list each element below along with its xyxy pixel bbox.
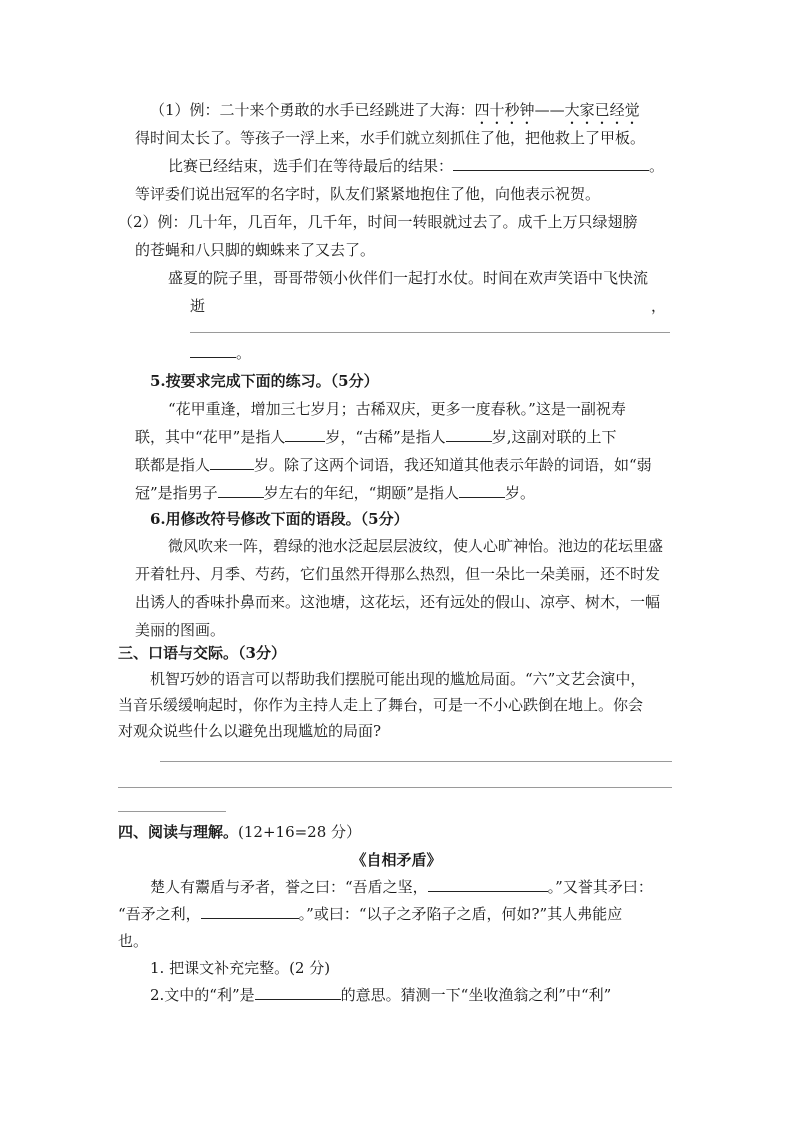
passage-mao-blank[interactable] [201,904,299,919]
passage-line1-text-b: 。”又誉其矛曰： [547,878,653,896]
q6-line3: 出诱人的香味扑鼻而来。这池塘，这花坛，还有远处的假山、凉亭、树木，一幅 [135,593,661,611]
section4-question2-text-a: 2.文中的“利”是 [150,986,255,1004]
q5-line3-text-a: 联都是指人 [135,456,211,474]
q4-example1-dotted-phrase-2: 大家已经觉 [564,101,640,119]
section4-score: (12+16=28 分） [238,823,362,841]
q4-example1-line1 [150,99,640,128]
q4-example2-answer-end [190,342,251,364]
section3-line1: 机智巧妙的语言可以帮助我们摆脱可能出现的尴尬局面。“六”文艺会演中， [150,670,646,688]
q4-example2-end-mark: 。 [236,344,252,362]
q4-example1-task-end: 。 [649,157,665,175]
q4-example2-comma: ， [651,297,667,315]
q5-line2 [135,426,616,448]
q4-example2-answer-blank-end[interactable] [190,343,236,358]
passage-line1-text-a: 楚人有鬻盾与矛者，誉之曰：“吾盾之坚， [150,878,428,896]
q5-line2-text-c: 岁,这副对联的上下 [491,428,617,446]
q5-qiyi-age-blank[interactable] [459,483,505,498]
q4-example2-task-line2: 逝 [190,297,206,315]
q4-example1-answer-blank[interactable] [453,156,649,171]
q4-example2-task-line1: 盛夏的院子里，哥哥带领小伙伴们一起打水仗。时间在欢声笑语中飞快流 [168,269,649,287]
q4-example1-line4: 等评委们说出冠军的名字时，队友们紧紧地抱住了他，向他表示祝贺。 [135,185,601,203]
q5-line2-text-a: 联，其中“花甲”是指人 [135,428,286,446]
section3-line2: 当音乐缓缓响起时，你作为主持人走上了舞台，可是一不小心跌倒在地上。你会 [118,696,644,714]
section3-answer-line-1[interactable] [160,761,672,762]
section4-heading-row [118,821,361,843]
section4-li-meaning-blank[interactable] [255,985,341,1000]
q5-line3 [135,454,652,476]
q4-example2-line2: 的苍蝇和八只脚的蜘蛛来了又去了。 [135,241,376,259]
passage-line2-text-a: “吾矛之利， [118,905,201,923]
q6-line1: 微风吹来一阵，碧绿的池水泛起层层波纹，使人心旷神怡。池边的花坛里盛 [168,537,664,555]
q4-example2-answer-line[interactable] [190,332,670,333]
q4-example1-dotted-phrase-1: 四十秒钟 [474,101,535,119]
q4-example2-line1: （2）例：几十年，几百年，几千年，时间一转眼就过去了。成千上万只绿翅膀 [118,213,638,231]
q5-couplet-age-blank[interactable] [210,455,254,470]
passage-title: 《自相矛盾》 [351,851,442,869]
section3-answer-line-3[interactable] [118,811,226,812]
q5-line4-text-c: 岁。 [505,484,536,502]
passage-line2-text-b: 。”或曰：“以子之矛陷子之盾，何如?”其人弗能应 [298,905,623,923]
q5-line2-text-b: 岁，“古稀”是指人 [325,428,446,446]
q4-example1-line2: 得时间太长了。等孩子一浮上来，水手们就立刻抓住了他，把他救上了甲板。 [135,129,646,147]
q4-example1-dash: —— [534,101,565,119]
q5-line4-text-a: 冠”是指男子 [135,484,218,502]
section4-question2-text-b: 的意思。猜测一下“坐收渔翁之利”中“利” [340,986,612,1004]
section3-line3: 对观众说些什么以避免出现尴尬的局面? [118,722,382,740]
section4-heading: 四、阅读与理解。 [118,823,239,841]
section4-question1: 1. 把课文补充完整。(2 分) [150,959,331,977]
passage-line3: 也。 [118,932,149,950]
q5-line1: “花甲重逢，增加三七岁月；古稀双庆，更多一度春秋。”这是一副祝寿 [168,400,626,418]
passage-line1 [150,876,653,898]
q4-example1-task [168,155,664,177]
q5-line3-text-b: 岁。除了这两个词语，我还知道其他表示年龄的词语，如“弱 [254,456,652,474]
q4-example1-prefix: （1）例：二十来个勇敢的水手已经跳进了大海： [150,101,475,119]
q5-line4-text-b: 岁左右的年纪，“期颐”是指人 [263,484,460,502]
q4-example1-task-text: 比赛已经结束，选手们在等待最后的结果： [168,157,454,175]
q5-guxi-age-blank[interactable] [446,427,492,442]
q6-line4: 美丽的图画。 [135,621,226,639]
q6-line2: 开着牡丹、月季、芍药，它们虽然开得那么热烈，但一朵比一朵美丽，还不时发 [135,565,661,583]
section3-heading: 三、口语与交际。（3分） [118,644,286,662]
q6-heading: 6.用修改符号修改下面的语段。（5分） [150,510,409,528]
section3-answer-line-2[interactable] [118,787,672,788]
q5-huajia-age-blank[interactable] [285,427,325,442]
q5-ruoguan-age-blank[interactable] [218,483,264,498]
q5-line4 [135,482,535,504]
q5-heading: 5.按要求完成下面的练习。（5分） [150,372,379,390]
passage-line2 [118,903,622,925]
passage-dun-blank[interactable] [428,877,548,892]
section4-question2 [150,984,611,1006]
